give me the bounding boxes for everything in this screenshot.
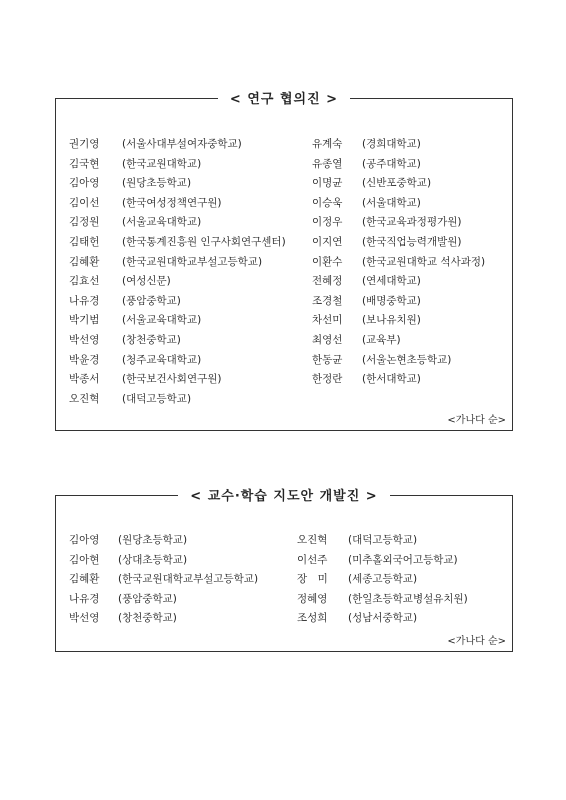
member-affiliation: (성남서중학교) (348, 612, 418, 625)
member-affiliation: (서울논현초등학교) (362, 353, 452, 366)
member-affiliation: (서울대학교) (362, 196, 421, 209)
member-row (56, 390, 512, 410)
member-name: 오진혁 (69, 392, 100, 405)
member-name: 유계숙 (312, 138, 343, 150)
member-affiliation: (풍암중학교) (122, 294, 181, 307)
member-affiliation: (미추홀외국어고등학교) (348, 553, 458, 566)
member-name: 이환수 (312, 255, 343, 268)
member-affiliation: (보나유치원) (362, 314, 421, 327)
member-name: 권기영 (69, 138, 100, 150)
member-affiliation: (한일초등학교병설유치원) (348, 592, 468, 605)
member-affiliation: (신반포중학교) (362, 177, 432, 190)
member-name: 장 미 (297, 573, 328, 586)
member-name: 박선영 (69, 612, 100, 625)
member-name: 조경철 (312, 294, 343, 307)
sort-note: <가나다 순> (447, 636, 506, 647)
member-affiliation: (청주교육대학교) (122, 353, 202, 366)
member-row (56, 311, 512, 331)
member-affiliation: (한국직업능력개발원) (362, 235, 462, 248)
member-affiliation: (상대초등학교) (118, 553, 188, 566)
member-affiliation: (한국보건사회연구원) (122, 373, 222, 386)
member-affiliation: (공주대학교) (362, 157, 421, 170)
member-name: 한동균 (312, 353, 343, 366)
member-row (56, 331, 512, 351)
member-name: 이승욱 (312, 196, 343, 209)
member-row (56, 135, 512, 155)
member-affiliation: (풍암중학교) (118, 592, 177, 605)
member-affiliation: (한국통계진흥원 인구사회연구센터) (122, 235, 286, 248)
member-name: 오진혁 (297, 534, 328, 546)
member-affiliation: (창천중학교) (118, 612, 177, 625)
member-affiliation: (서울교육대학교) (122, 216, 202, 229)
member-row (56, 233, 512, 253)
member-affiliation: (교육부) (362, 333, 401, 346)
member-name: 김아영 (69, 534, 100, 546)
member-name: 나유경 (69, 592, 100, 605)
member-name: 전혜정 (312, 275, 343, 288)
member-name: 정혜영 (297, 592, 328, 605)
member-affiliation: (한국교원대학교부설고등학교) (118, 573, 259, 586)
member-name: 김아현 (69, 553, 100, 566)
member-affiliation: (한국교원대학교 석사과정) (362, 255, 486, 268)
member-row (56, 253, 512, 273)
member-affiliation: (한국여성정책연구원) (122, 196, 222, 209)
member-affiliation: (한국교원대학교) (122, 157, 202, 170)
member-name: 최영선 (312, 333, 343, 346)
member-affiliation: (배명중학교) (362, 294, 421, 307)
member-row (56, 213, 512, 233)
member-row (56, 590, 512, 610)
member-row (56, 570, 512, 590)
member-row (56, 531, 512, 551)
member-row (56, 272, 512, 292)
member-name: 이선주 (297, 553, 328, 566)
member-affiliation: (세종고등학교) (348, 573, 418, 586)
member-name: 김효선 (69, 275, 100, 288)
member-name: 이지연 (312, 235, 343, 248)
member-name: 박윤경 (69, 353, 100, 366)
member-name: 한정란 (312, 373, 343, 386)
member-name: 김정원 (69, 216, 100, 229)
member-row (56, 155, 512, 175)
member-name: 김이선 (69, 196, 100, 209)
member-name: 김혜환 (69, 255, 100, 268)
member-affiliation: (원당초등학교) (122, 177, 192, 190)
member-affiliation: (경희대학교) (362, 138, 421, 150)
member-affiliation: (원당초등학교) (118, 534, 188, 546)
member-name: 김혜환 (69, 573, 100, 586)
member-affiliation: (서울사대부설여자중학교) (122, 138, 242, 150)
member-name: 차선미 (312, 314, 343, 327)
member-affiliation: (서울교육대학교) (122, 314, 202, 327)
member-name: 이정우 (312, 216, 343, 229)
member-row (56, 609, 512, 629)
member-affiliation: (대덕고등학교) (122, 392, 192, 405)
member-row (56, 292, 512, 312)
member-name: 박종서 (69, 373, 100, 386)
member-list (56, 135, 512, 409)
member-row (56, 370, 512, 390)
member-list (56, 531, 512, 629)
member-row (56, 194, 512, 214)
member-affiliation: (대덕고등학교) (348, 534, 418, 546)
section-title: < 교수·학습 지도안 개발진 > (178, 489, 389, 504)
member-name: 박기범 (69, 314, 100, 327)
member-affiliation: (여성신문) (122, 275, 171, 288)
member-affiliation: (창천중학교) (122, 333, 181, 346)
member-affiliation: (연세대학교) (362, 275, 421, 288)
member-affiliation: (한국교육과정평가원) (362, 216, 462, 229)
member-name: 김아영 (69, 177, 100, 190)
section-title: < 연구 협의진 > (218, 92, 350, 107)
member-affiliation: (한서대학교) (362, 373, 421, 386)
member-row (56, 351, 512, 371)
sort-note: <가나다 순> (447, 415, 506, 426)
member-row (56, 174, 512, 194)
member-name: 조성희 (297, 612, 328, 625)
member-name: 박선영 (69, 333, 100, 346)
research-council-box (55, 92, 513, 431)
member-affiliation: (한국교원대학교부설고등학교) (122, 255, 263, 268)
member-name: 나유경 (69, 294, 100, 307)
member-name: 김국현 (69, 157, 100, 170)
member-name: 이명균 (312, 177, 343, 190)
lesson-plan-developers-box (55, 489, 513, 652)
member-row (56, 551, 512, 571)
member-name: 김태헌 (69, 235, 100, 248)
member-name: 유종열 (312, 157, 343, 170)
